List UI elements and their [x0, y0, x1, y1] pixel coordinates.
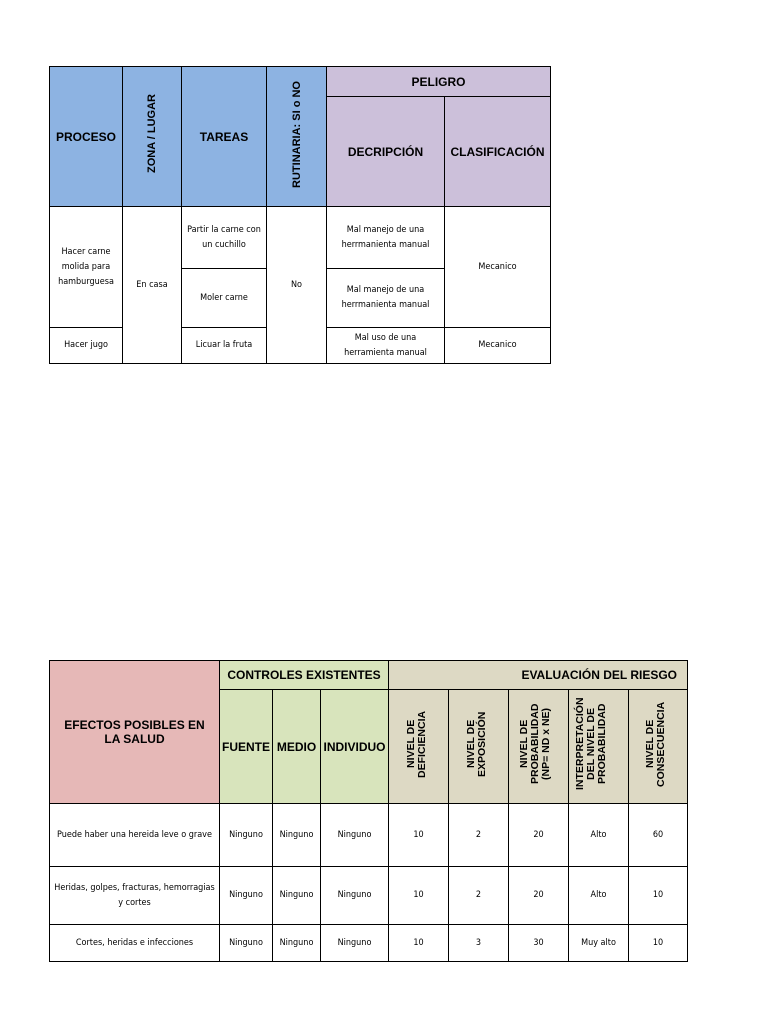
header-proceso: PROCESO: [50, 67, 123, 207]
interpretacion-cell: Alto: [569, 804, 629, 867]
risk-evaluation-table: [49, 660, 688, 962]
ne-cell: 2: [449, 804, 509, 867]
header-tareas: TAREAS: [182, 67, 267, 207]
header-fuente: FUENTE: [220, 690, 273, 804]
fuente-cell: Ninguno: [220, 867, 273, 925]
np-cell: 20: [509, 867, 569, 925]
nc-cell: 60: [629, 804, 688, 867]
hazard-table: [49, 66, 551, 364]
individuo-cell: Ninguno: [321, 925, 389, 962]
header-nivel-probabilidad: NIVEL DE PROBABILIDAD (NP= ND x NE): [509, 690, 569, 804]
efecto-cell: Puede haber una hereida leve o grave: [50, 804, 220, 867]
descripcion-cell: Mal manejo de una herrmanienta manual: [327, 269, 445, 328]
medio-cell: Ninguno: [273, 925, 321, 962]
table-row: [50, 804, 688, 867]
header-nivel-exposicion: NIVEL DE EXPOSICIÓN: [449, 690, 509, 804]
ne-cell: 3: [449, 925, 509, 962]
np-cell: 30: [509, 925, 569, 962]
clasificacion-cell: Mecanico: [445, 207, 551, 328]
fuente-cell: Ninguno: [220, 804, 273, 867]
nd-cell: 10: [389, 925, 449, 962]
nc-cell: 10: [629, 867, 688, 925]
medio-cell: Ninguno: [273, 804, 321, 867]
clasificacion-cell: Mecanico: [445, 328, 551, 364]
header-interpretacion: INTERPRETACIÓN DEL NIVEL DE PROBABILIDAD: [569, 690, 629, 804]
individuo-cell: Ninguno: [321, 867, 389, 925]
tarea-cell: Moler carne: [182, 269, 267, 328]
proceso-cell: Hacer carne molida para hamburguesa: [50, 207, 123, 328]
np-cell: 20: [509, 804, 569, 867]
table-row: [50, 867, 688, 925]
nd-cell: 10: [389, 804, 449, 867]
individuo-cell: Ninguno: [321, 804, 389, 867]
header-efectos-salud: EFECTOS POSIBLES EN LA SALUD: [50, 661, 220, 804]
nd-cell: 10: [389, 867, 449, 925]
tarea-cell: Licuar la fruta: [182, 328, 267, 364]
header-controles-existentes: CONTROLES EXISTENTES: [220, 661, 389, 690]
header-nivel-deficiencia: NIVEL DE DEFICIENCIA: [389, 690, 449, 804]
efecto-cell: Cortes, heridas e infecciones: [50, 925, 220, 962]
rutinaria-cell: No: [267, 207, 327, 364]
table-row: [50, 925, 688, 962]
interpretacion-cell: Muy alto: [569, 925, 629, 962]
header-nivel-consecuencia: NIVEL DE CONSECUENCIA: [629, 690, 688, 804]
header-individuo: INDIVIDUO: [321, 690, 389, 804]
proceso-cell: Hacer jugo: [50, 328, 123, 364]
header-medio: MEDIO: [273, 690, 321, 804]
fuente-cell: Ninguno: [220, 925, 273, 962]
descripcion-cell: Mal uso de una herramienta manual: [327, 328, 445, 364]
descripcion-cell: Mal manejo de una herrmanienta manual: [327, 207, 445, 269]
header-peligro: PELIGRO: [327, 67, 551, 97]
interpretacion-cell: Alto: [569, 867, 629, 925]
ne-cell: 2: [449, 867, 509, 925]
medio-cell: Ninguno: [273, 867, 321, 925]
nc-cell: 10: [629, 925, 688, 962]
header-zona-lugar: ZONA / LUGAR: [123, 67, 182, 207]
zona-cell: En casa: [123, 207, 182, 364]
tarea-cell: Partir la carne con un cuchillo: [182, 207, 267, 269]
header-evaluacion-riesgo: EVALUACIÓN DEL RIESGO: [389, 661, 688, 690]
header-descripcion: DECRIPCIÓN: [327, 97, 445, 207]
header-rutinaria: RUTINARIA: SI o NO: [267, 67, 327, 207]
efecto-cell: Heridas, golpes, fracturas, hemorragias y cortes: [50, 867, 220, 925]
header-clasificacion: CLASIFICACIÓN: [445, 97, 551, 207]
